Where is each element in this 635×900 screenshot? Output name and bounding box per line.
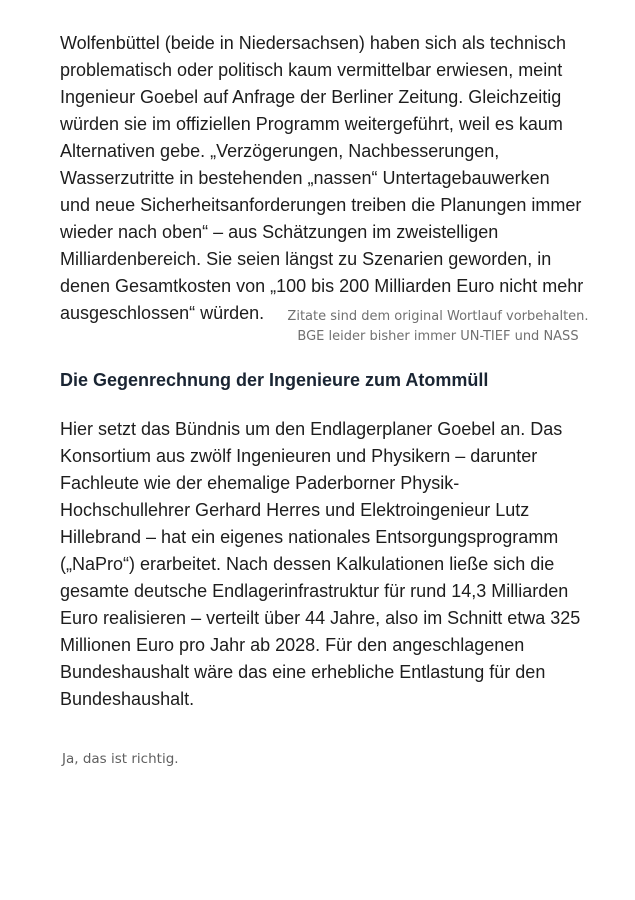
text-line: wieder nach oben“ – aus Schätzungen im zweistelligen (60, 222, 499, 242)
text-line: denen Gesamtkosten von „100 bis 200 Milliarden Euro nicht mehr (60, 276, 584, 296)
margin-annotation (287, 307, 589, 347)
text-line: Alternativen gebe. „Verzögerungen, Nachbesserungen, (60, 141, 500, 161)
text-line: Bundeshaushalt wäre das eine erhebliche Entlastung für den (60, 662, 546, 682)
footer-note: Ja, das ist richtig. (62, 751, 179, 767)
text-line: Bundeshaushalt. (60, 689, 195, 709)
text-line: Millionen Euro pro Jahr ab 2028. Für den angeschlagenen (60, 635, 525, 655)
annotation-line: BGE leider bisher immer UN-TIEF und NASS (297, 329, 579, 344)
text-line: problematisch oder politisch kaum vermittelbar erwiesen, meint (60, 60, 563, 80)
text-line: würden sie im offiziellen Programm weitergeführt, weil es kaum (60, 114, 563, 134)
text-line: Euro realisieren – verteilt über 44 Jahre, also im Schnitt etwa 325 (60, 608, 581, 628)
text-line: ausgeschlossen“ würden. (60, 303, 265, 323)
text-line: Wolfenbüttel (beide in Niedersachsen) haben sich als technisch (60, 33, 566, 53)
text-line: Ingenieur Goebel auf Anfrage der Berliner Zeitung. Gleichzeitig (60, 87, 562, 107)
text-line: Hochschullehrer Gerhard Herres und Elektroingenieur Lutz (60, 500, 530, 520)
text-line: Hillebrand – hat ein eigenes nationales Entsorgungsprogramm (60, 527, 559, 547)
text-line: („NaPro“) erarbeitet. Nach dessen Kalkulationen ließe sich die (60, 554, 555, 574)
paragraph-cost-escalation (60, 30, 590, 327)
annotation-line: Zitate sind dem original Wortlauf vorbehalten. (287, 309, 589, 324)
text-line: Hier setzt das Bündnis um den Endlagerplaner Goebel an. Das (60, 419, 563, 439)
text-line: Milliardenbereich. Sie seien längst zu Szenarien geworden, in (60, 249, 552, 269)
text-line: Konsortium aus zwölf Ingenieuren und Physikern – darunter (60, 446, 538, 466)
section-heading: Die Gegenrechnung der Ingenieure zum Atommüll (60, 370, 489, 390)
text-line: gesamte deutsche Endlagerinfrastruktur für rund 14,3 Milliarden (60, 581, 569, 601)
paragraph-counter-calculation (60, 416, 590, 713)
text-line: und neue Sicherheitsanforderungen treiben die Planungen immer (60, 195, 582, 215)
text-line: Fachleute wie der ehemalige Paderborner Physik- (60, 473, 460, 493)
text-line: Wasserzutritte in bestehenden „nassen“ Untertagebauwerken (60, 168, 550, 188)
